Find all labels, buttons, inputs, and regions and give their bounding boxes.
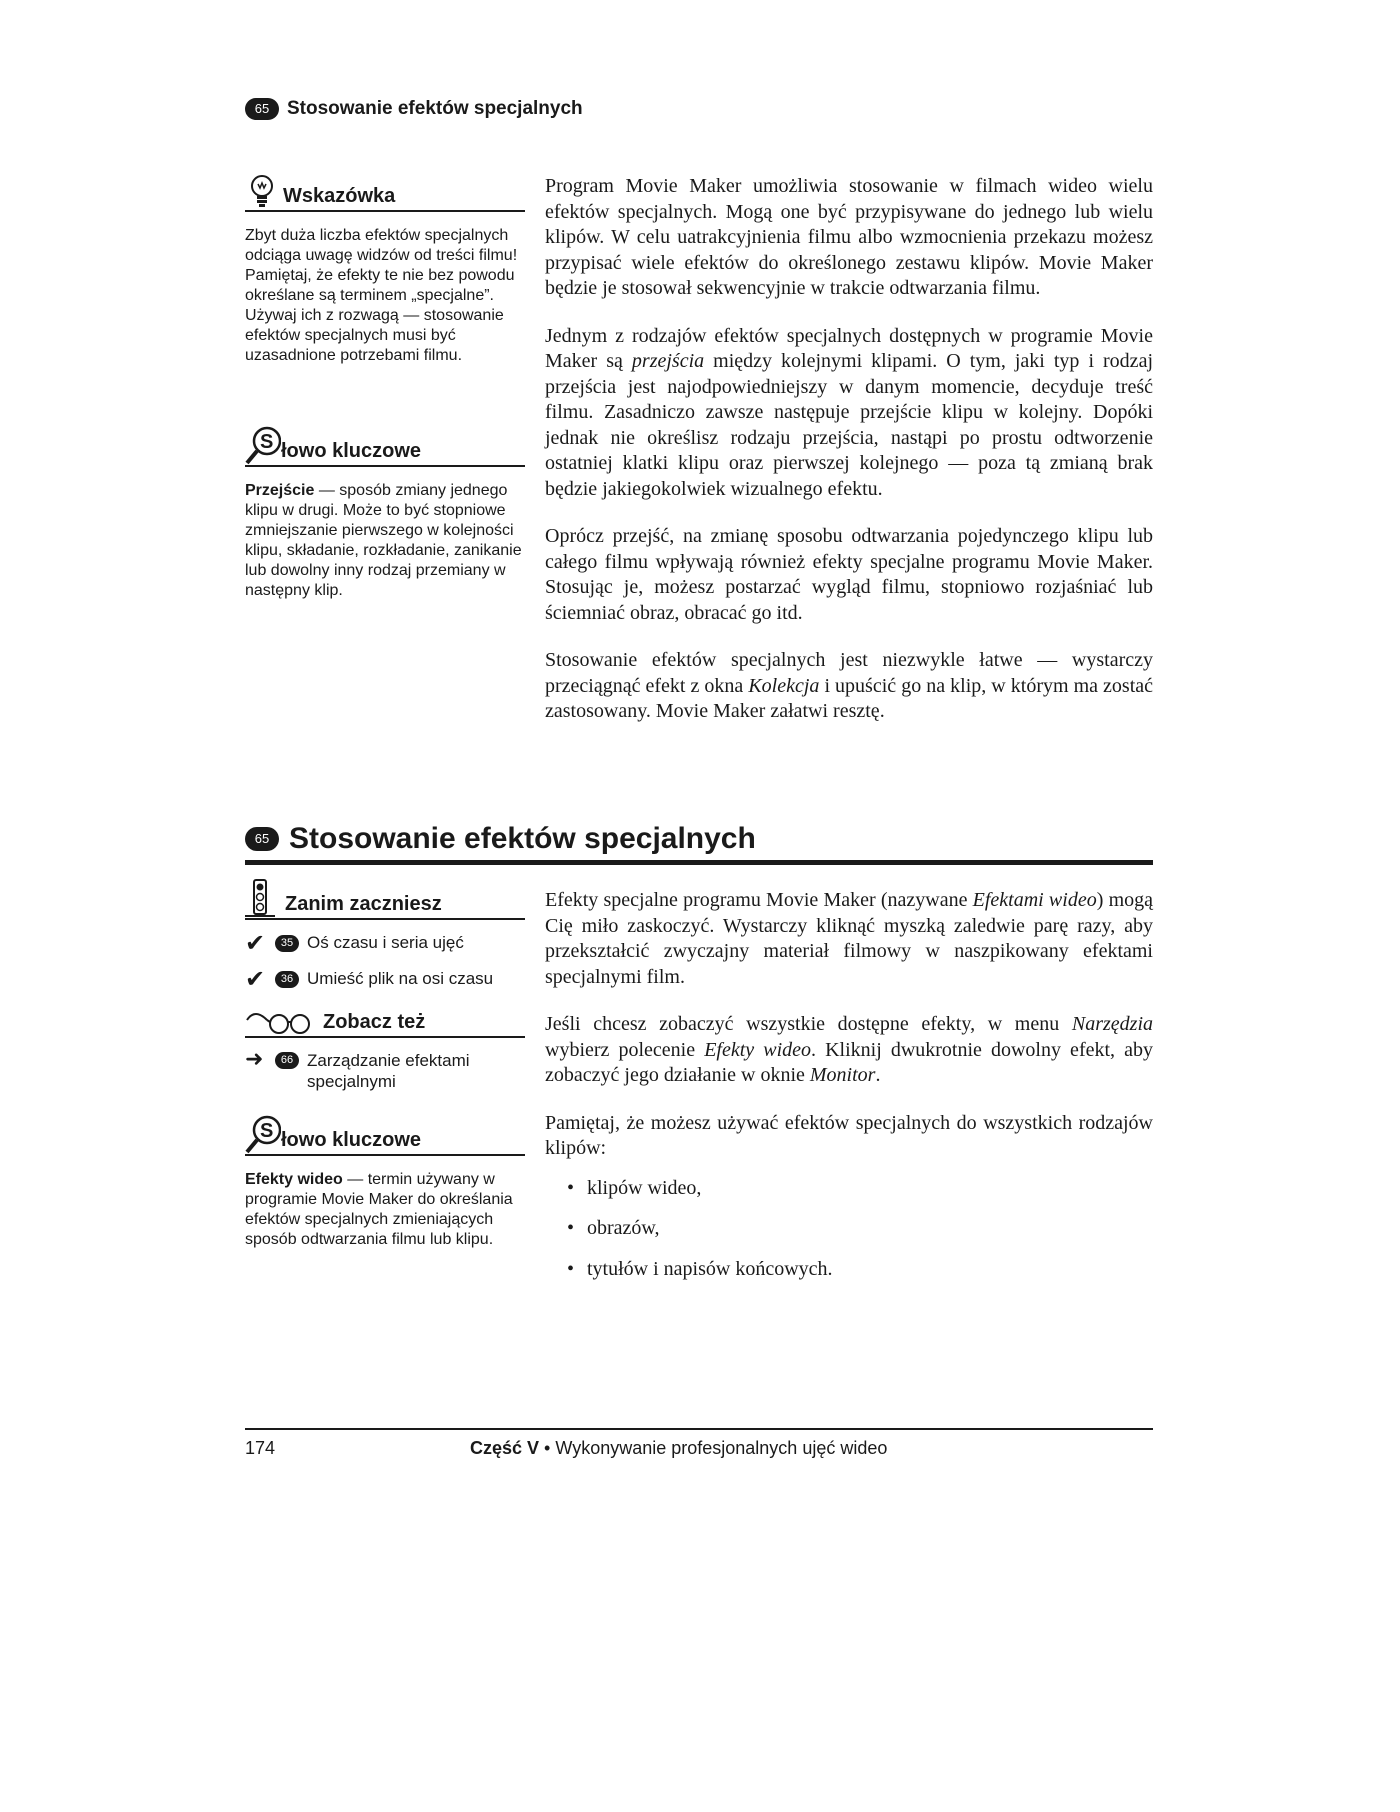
section-title: Stosowanie efektów specjalnych (289, 822, 756, 855)
magnifier-keyword-icon (245, 1114, 281, 1154)
keyword-definition (245, 1170, 525, 1250)
keyword-term: Przejście (245, 482, 315, 499)
bullet-icon: • (567, 1176, 575, 1199)
bullet-list (545, 1176, 1153, 1283)
keyword-label: łowo kluczowe (281, 1129, 422, 1151)
keyword-box (245, 1114, 525, 1250)
section-ref-badge: 66 (275, 1052, 299, 1069)
section-number-badge: 65 (245, 98, 279, 120)
bullet-icon: • (567, 1217, 575, 1239)
see-also-header (245, 1000, 525, 1038)
keyword-header (245, 1114, 525, 1156)
paragraph: Program Movie Maker umożliwia stosowanie w filmach wideo wielu efektów specjalnych. Mogą one być przypisywane do jednego lub wielu klipów. W celu uatrakcyjnienia filmu albo wzmocnienia przekazu możesz przypisać wiele efektów do określonego zestawu klipów. Movie Maker będzie je stosował sekwencyjnie w trakcie odtwarzania filmu. (545, 175, 1153, 299)
section-number-badge: 65 (245, 827, 279, 851)
keyword-definition-text: — termin używany w programie Movie Maker do określania efektów specjalnych zmieniających sposób odtwarzania filmu lub klipu. (245, 1171, 513, 1248)
list-item: • tytułów i napisów końcowych. (567, 1257, 1153, 1283)
section-body (545, 888, 1153, 1297)
lightbulb-icon (245, 172, 279, 210)
glasses-icon (245, 1006, 323, 1036)
section-ref-badge: 36 (275, 971, 299, 988)
before-start-label: Zanim zaczniesz (285, 893, 442, 915)
keyword-definition (245, 481, 525, 601)
before-start-header (245, 878, 525, 920)
prerequisite-item[interactable] (245, 930, 525, 956)
list-item: • obrazów, (567, 1216, 1153, 1242)
svg-text:S: S (260, 1120, 274, 1142)
see-also-item[interactable] (245, 1046, 525, 1092)
section-heading (245, 822, 1153, 865)
see-also-label: Zobacz też (323, 1011, 426, 1033)
page-footer (245, 1428, 1153, 1458)
prerequisite-text: Oś czasu i seria ujęć (307, 933, 464, 952)
see-also-box (245, 1000, 525, 1092)
prerequisite-text: Umieść plik na osi czasu (307, 969, 494, 988)
section-ref-badge: 35 (275, 935, 299, 952)
checkmark-icon: ✔ (245, 965, 266, 993)
paragraph: Oprócz przejść, na zmianę sposobu odtwarzania pojedynczego klipu lub całego filmu wpływają również efekty specjalne programu Movie Maker. Stosując je, możesz postarzać wygląd filmu, stopniowo rozjaśniać lub ściemniać obraz, obracać go itd. (545, 525, 1153, 624)
arrow-right-icon: ➜ (245, 1046, 264, 1071)
see-also-text: Zarządzanie efektami specjalnymi (307, 1051, 470, 1091)
checkmark-icon: ✔ (245, 929, 266, 957)
tip-text: Zbyt duża liczba efektów specjalnych odciąga uwagę widzów od treści filmu! Pamiętaj, że efekty te nie bez powodu określane są terminem „specjalne”. Używaj ich z rozwagą — stosowanie efektów specjalnych musi być uzasadnione potrzebami filmu. (245, 227, 518, 364)
traffic-light-icon (245, 878, 275, 918)
keyword-definition-text: — sposób zmiany jednego klipu w drugi. Może to być stopniowe zmniejszanie pierwszego w kolejności klipu, składanie, rozkładanie, zanikanie lub dowolny inny rodzaj przemiany w następny klip. (245, 482, 522, 599)
running-header (245, 98, 583, 120)
keyword-label: łowo kluczowe (281, 440, 422, 462)
paragraph: Stosowanie efektów specjalnych jest niezwykle łatwe — wystarczy przeciągnąć efekt z okna Kolekcja i upuścić go na klip, w którym ma zostać zastosowany. Movie Maker załatwi resztę. (545, 649, 1154, 722)
before-start-box (245, 878, 525, 992)
keyword-box (245, 425, 525, 601)
keyword-header (245, 425, 525, 467)
footer-text (470, 1438, 887, 1459)
paragraph: Jednym z rodzajów efektów specjalnych dostępnych w programie Movie Maker są przejścia między kolejnymi klipami. O tym, jaki typ i rodzaj przejścia jest najodpowiedniejszy w danym momencie, decyduje treść filmu. Zasadniczo zawsze następuje przejście klipu w kolejny. Dopóki jednak nie określisz rodzaju przejścia, nastąpi po prostu odtworzenie ostatniej klatki klipu oraz pierwszej kolejnego — poza tą zmianą brak będzie jakiegokolwiek wizualnego efektu. (545, 324, 1153, 500)
page-number: 174 (245, 1438, 276, 1458)
svg-text:S: S (260, 431, 274, 453)
tip-box (245, 170, 525, 366)
footer-chapter: Wykonywanie profesjonalnych ujęć wideo (555, 1438, 888, 1458)
magnifier-keyword-icon (245, 425, 281, 465)
running-header-title: Stosowanie efektów specjalnych (287, 98, 583, 119)
prerequisite-item[interactable] (245, 966, 525, 992)
bullet-icon: • (567, 1257, 575, 1280)
list-item: • klipów wideo, (567, 1176, 1153, 1202)
footer-separator: • (539, 1438, 556, 1458)
tip-header (245, 170, 525, 212)
intro-text (545, 174, 1153, 747)
paragraph: Efekty specjalne programu Movie Maker (nazywane Efektami wideo) mogą Cię miło zaskoczyć. Wystarczy kliknąć myszką zaledwie parę razy, aby przekształcić zwyczajny materiał filmowy w naszpikowany efektami specjalnymi film. (545, 889, 1154, 988)
paragraph: Pamiętaj, że możesz używać efektów specjalnych do wszystkich rodzajów klipów: (545, 1111, 1153, 1159)
tip-label: Wskazówka (283, 185, 396, 207)
footer-part: Część V (470, 1438, 540, 1458)
keyword-term: Efekty wideo (245, 1171, 343, 1188)
paragraph: Jeśli chcesz zobaczyć wszystkie dostępne efekty, w menu Narzędzia wybierz polecenie Efekty wideo. Kliknij dwukrotnie dowolny efekt, aby zobaczyć jego działanie w oknie Monitor. (545, 1013, 1153, 1086)
